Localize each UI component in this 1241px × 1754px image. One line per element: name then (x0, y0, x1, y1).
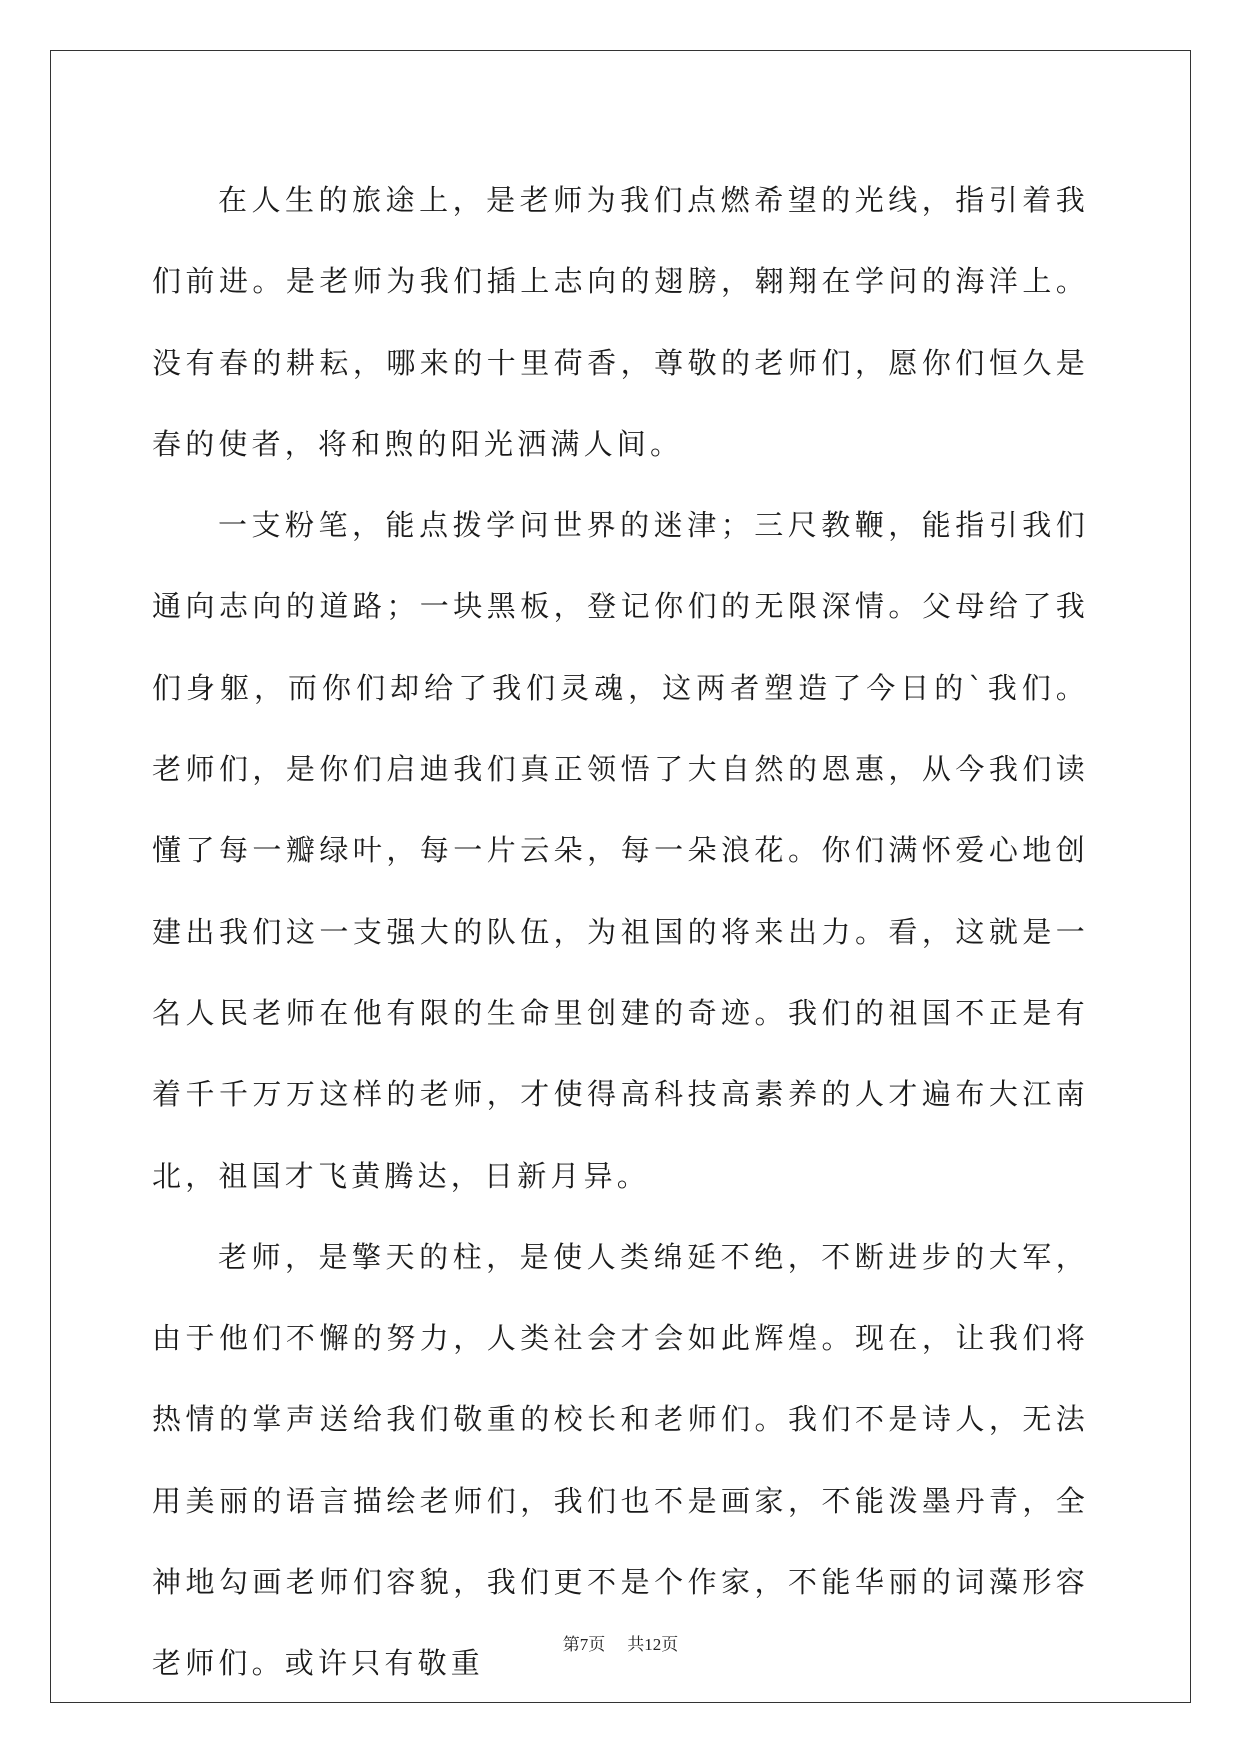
document-body (152, 160, 1089, 1705)
page-number-total: 共12页 (627, 1635, 679, 1654)
paragraph-2: 一支粉笔，能点拨学问世界的迷津；三尺教鞭，能指引我们通向志向的道路；一块黑板，登记你们的无限深情。父母给了我们身躯，而你们却给了我们灵魂，这两者塑造了今日的`我们。老师们，是你们启迪我们真正领悟了大自然的恩惠，从今我们读懂了每一瓣绿叶，每一片云朵，每一朵浪花。你们满怀爱心地创建出我们这一支强大的队伍，为祖国的将来出力。看，这就是一名人民老师在他有限的生命里创建的奇迹。我们的祖国不正是有着千千万万这样的老师，才使得高科技高素养的人才遍布大江南北，祖国才飞黄腾达，日新月异。 (152, 508, 1089, 1193)
paragraph-3: 老师，是擎天的柱，是使人类绵延不绝，不断进步的大军，由于他们不懈的努力，人类社会才会如此辉煌。现在，让我们将热情的掌声送给我们敬重的校长和老师们。我们不是诗人，无法用美丽的语言描绘老师们，我们也不是画家，不能泼墨丹青，全神地勾画老师们容貌，我们更不是个作家，不能华丽的词藻形容老师们。或许只有敬重 (152, 1239, 1089, 1681)
paragraph-1: 在人生的旅途上，是老师为我们点燃希望的光线，指引着我们前进。是老师为我们插上志向的翅膀，翱翔在学问的海洋上。没有春的耕耘，哪来的十里荷香，尊敬的老师们，愿你们恒久是春的使者，将和煦的阳光洒满人间。 (152, 183, 1089, 461)
page-footer (0, 1630, 1241, 1655)
page-number-current: 第7页 (562, 1635, 606, 1654)
